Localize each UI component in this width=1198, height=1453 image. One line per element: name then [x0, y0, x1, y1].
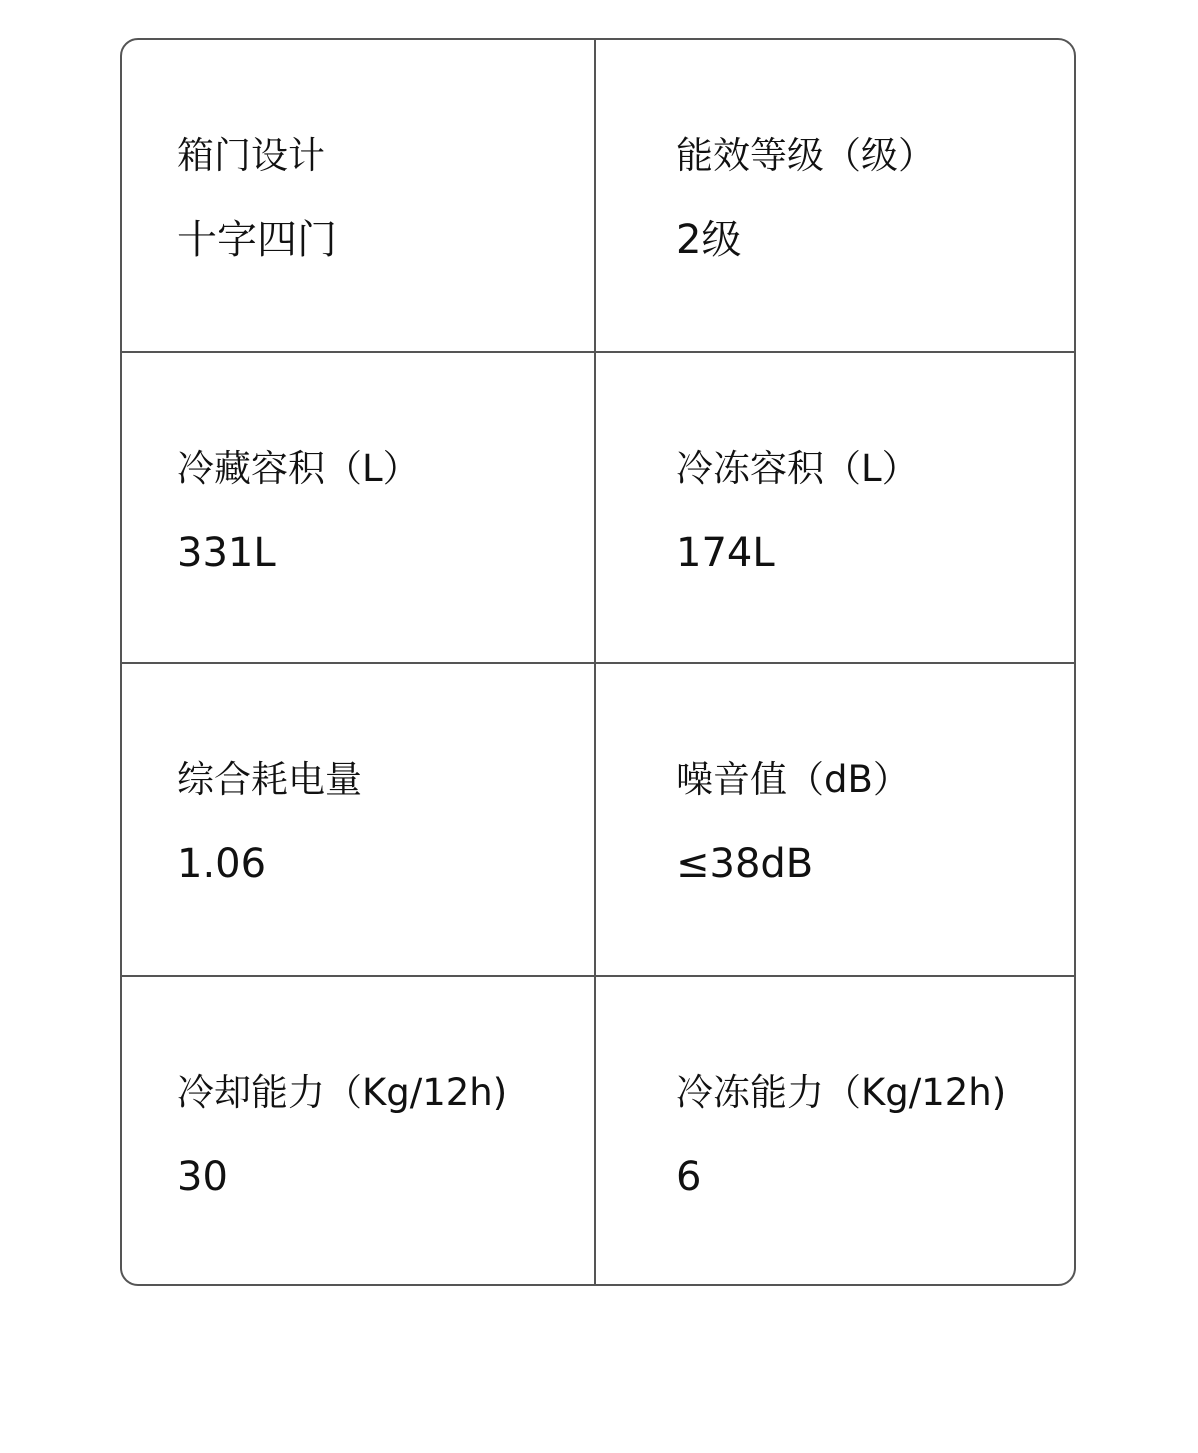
spec-label: 冷藏容积（L） [177, 447, 420, 490]
spec-table [120, 38, 1076, 1286]
spec-cell-door-design [122, 40, 596, 353]
spec-cell-energy-grade [596, 40, 1074, 353]
spec-value: 331L [177, 530, 276, 576]
spec-label: 噪音值（dB） [676, 758, 910, 801]
spec-cell-noise [596, 664, 1074, 977]
spec-value: 十字四门 [177, 217, 337, 263]
spec-value: 1.06 [177, 841, 267, 887]
spec-label: 能效等级（级） [676, 134, 935, 177]
spec-label: 冷冻容积（L） [676, 447, 919, 490]
spec-label: 箱门设计 [177, 134, 325, 177]
spec-value: 6 [676, 1154, 702, 1200]
spec-value: 174L [676, 530, 775, 576]
spec-value: 2级 [676, 217, 742, 263]
spec-label: 冷冻能力（Kg/12h) [676, 1071, 1007, 1114]
spec-cell-power-consumption [122, 664, 596, 977]
spec-value: 30 [177, 1154, 228, 1200]
spec-cell-cooling-capacity [122, 977, 596, 1284]
spec-value: ≤38dB [676, 841, 814, 887]
spec-label: 综合耗电量 [177, 758, 362, 801]
spec-cell-freezer-volume [596, 353, 1074, 664]
spec-label: 冷却能力（Kg/12h) [177, 1071, 508, 1114]
spec-cell-freezing-capacity [596, 977, 1074, 1284]
spec-cell-fridge-volume [122, 353, 596, 664]
